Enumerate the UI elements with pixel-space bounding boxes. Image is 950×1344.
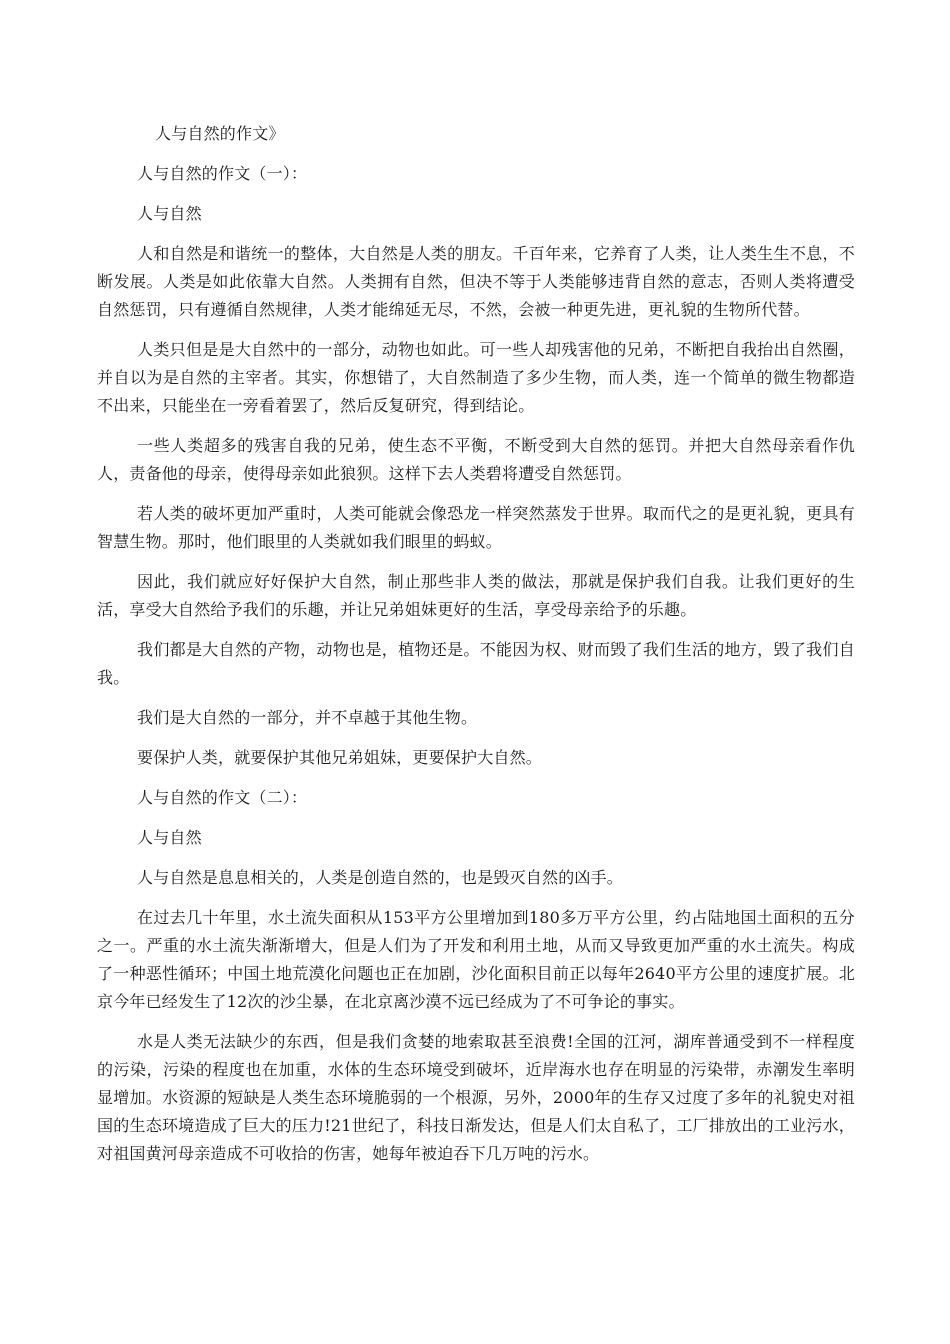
document-page — [97, 120, 855, 1180]
essay-title-1: 人与自然 — [137, 204, 202, 223]
paragraph: 人与自然是息息相关的，人类是创造自然的，也是毁灭自然的凶手。 — [137, 868, 624, 887]
paragraph: 我们都是大自然的产物，动物也是，植物还是。不能因为权、财而毁了我们生活的地方，毁了我们自我。 — [97, 640, 855, 687]
section-heading-1: 人与自然的作文（一）： — [137, 164, 308, 183]
paragraph: 人和自然是和谐统一的整体，大自然是人类的朋友。千百年来，它养育了人类，让人类生生不息，不断发展。人类是如此依靠大自然。人类拥有自然，但决不等于人类能够违背自然的意志，否则人类将遭受自然惩罚，只有遵循自然规律，人类才能绵延无尽，不然，会被一种更先进，更礼貌的生物所代替。 — [97, 244, 855, 319]
paragraph: 因此，我们就应好好保护大自然，制止那些非人类的做法，那就是保护我们自我。让我们更好的生活，享受大自然给予我们的乐趣，并让兄弟姐妹更好的生活，享受母亲给予的乐趣。 — [97, 572, 855, 619]
paragraph: 我们是大自然的一部分，并不卓越于其他生物。 — [137, 708, 478, 727]
document-title: 人与自然的作文》 — [155, 124, 285, 143]
paragraph: 要保护人类，就要保护其他兄弟姐妹，更要保护大自然。 — [137, 748, 543, 767]
paragraph: 人类只但是是大自然中的一部分，动物也如此。可一些人却残害他的兄弟，不断把自我抬出自然圈，并自以为是自然的主宰者。其实，你想错了，大自然制造了多少生物，而人类，连一个简单的微生物都造不出来，只能坐在一旁看着罢了，然后反复研究，得到结论。 — [97, 340, 855, 415]
paragraph: 一些人类超多的残害自我的兄弟，使生态不平衡，不断受到大自然的惩罚。并把大自然母亲看作仇人，责备他的母亲，使得母亲如此狼狈。这样下去人类碧将遭受自然惩罚。 — [97, 436, 855, 483]
paragraph: 水是人类无法缺少的东西，但是我们贪婪的地索取甚至浪费!全国的江河，湖库普通受到不一样程度的污染，污染的程度也在加重，水体的生态环境受到破坏，近岸海水也存在明显的污染带，赤潮发生率明显增加。水资源的短缺是人类生态环境脆弱的一个根源，另外，2000年的生存又过度了多年的礼貌史对祖国的生态环境造成了巨大的压力!21世纪了，科技日渐发达，但是人们太自私了，工厂排放出的工业污水，对祖国黄河母亲造成不可收拾的伤害，她每年被迫吞下几万吨的污水。 — [97, 1032, 855, 1163]
paragraph: 在过去几十年里，水土流失面积从153平方公里增加到180多万平方公里，约占陆地国土面积的五分之一。严重的水土流失渐渐增大，但是人们为了开发和利用土地，从而又导致更加严重的水土流失。构成了一种恶性循环；中国土地荒漠化问题也正在加剧，沙化面积目前正以每年2640平方公里的速度扩展。北京今年已经发生了12次的沙尘暴，在北京离沙漠不远已经成为了不可争论的事实。 — [97, 908, 855, 1011]
paragraph: 若人类的破坏更加严重时，人类可能就会像恐龙一样突然蒸发于世界。取而代之的是更礼貌，更具有智慧生物。那时，他们眼里的人类就如我们眼里的蚂蚁。 — [97, 504, 855, 551]
essay-title-2: 人与自然 — [137, 828, 202, 847]
section-heading-2: 人与自然的作文（二）： — [137, 788, 308, 807]
